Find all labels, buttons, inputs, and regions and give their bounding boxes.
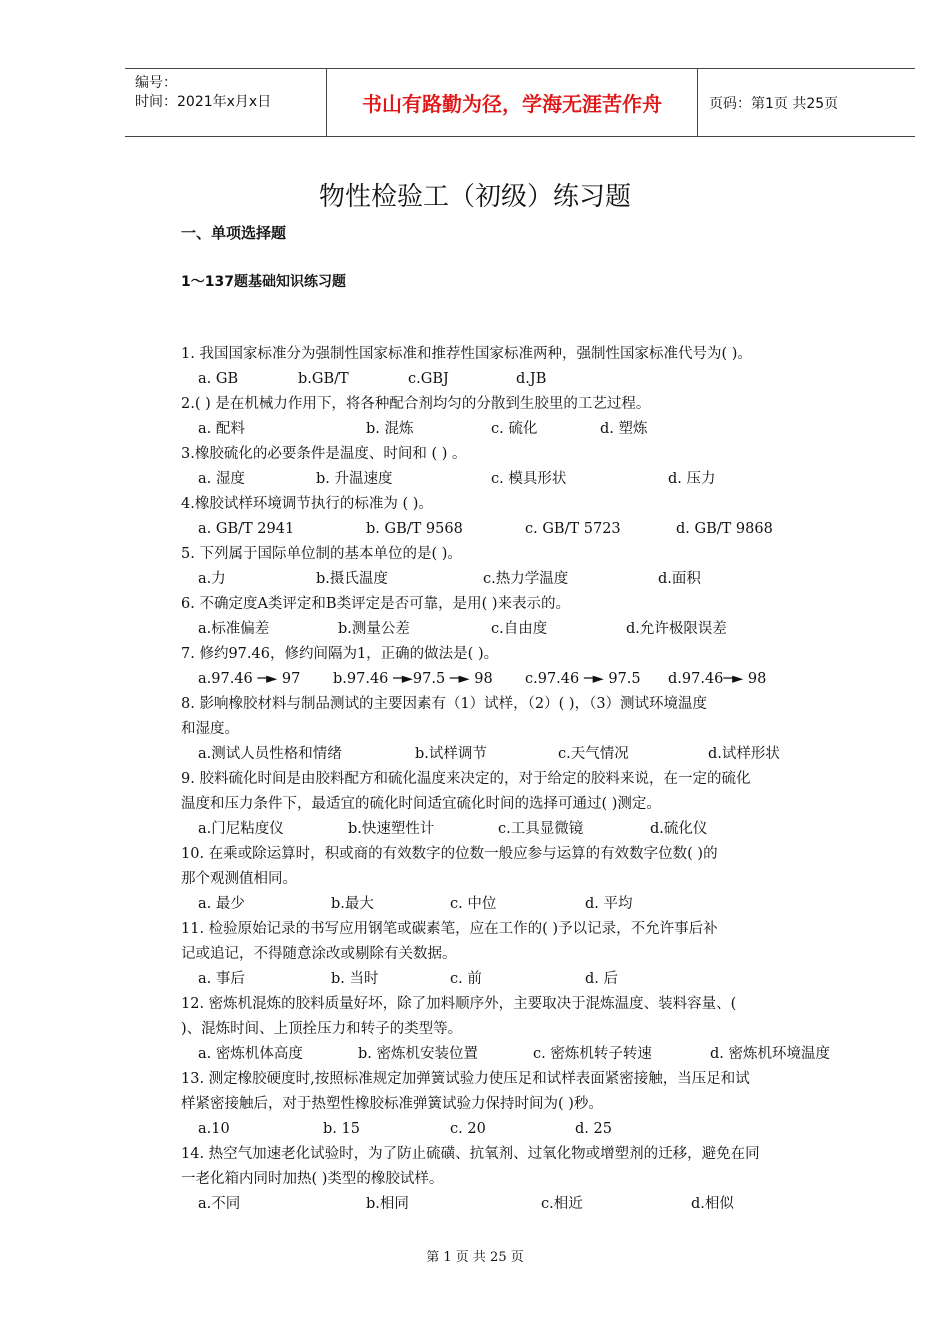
option-item: a.标准偏差	[198, 621, 270, 637]
question-text: 14. 热空气加速老化试验时，为了防止硫磺、抗氧剂、过氧化物或增塑剂的迁移，避免在同	[181, 1146, 760, 1162]
option-item: b. 当时	[331, 971, 379, 987]
question-text: 4.橡胶试样环境调节执行的标准为 ( )。	[181, 496, 433, 512]
option-item: a. GB/T 2941	[198, 521, 295, 537]
option-item: c.97.46 ─► 97.5	[525, 671, 641, 687]
option-item: b. 升温速度	[316, 471, 393, 487]
option-item: b.快速塑性计	[348, 821, 435, 837]
option-item: d.面积	[658, 571, 701, 587]
page-header	[125, 68, 915, 137]
option-item: b.测量公差	[338, 621, 410, 637]
option-item: a.测试人员性格和情绪	[198, 746, 342, 762]
option-item: a.门尼粘度仪	[198, 821, 284, 837]
question-text: 样紧密接触后，对于热塑性橡胶标准弹簧试验力保持时间为( )秒。	[181, 1096, 603, 1112]
question-text: 7. 修约97.46，修约间隔为1，正确的做法是( )。	[181, 646, 499, 662]
option-item: a.不同	[198, 1196, 241, 1212]
option-item: a. 密炼机体高度	[198, 1046, 303, 1062]
option-item: b.GB/T	[298, 371, 349, 387]
question-text: 9. 胶料硫化时间是由胶料配方和硫化温度来决定的，对于给定的胶料来说，在一定的硫化	[181, 771, 751, 787]
option-item: b.最大	[331, 896, 374, 912]
option-item: c. 模具形状	[491, 471, 567, 487]
question-text: 那个观测值相同。	[181, 871, 297, 887]
option-item: b.97.46 ─►97.5 ─► 98	[333, 671, 493, 687]
question-text: 8. 影响橡胶材料与制品测试的主要因素有（1）试样，（2）( )，（3）测试环境温度	[181, 696, 708, 712]
option-item: a.97.46 ─► 97	[198, 671, 301, 687]
section-heading: 一、单项选择题	[181, 224, 287, 242]
page-footer: 第 1 页 共 25 页	[426, 1250, 524, 1265]
option-item: c. 前	[450, 971, 482, 987]
question-text: 6. 不确定度A类评定和B类评定是否可靠，是用( )来表示的。	[181, 596, 570, 612]
option-item: c.天气情况	[558, 746, 629, 762]
question-text: 和湿度。	[181, 721, 239, 737]
question-text: 11. 检验原始记录的书写应用钢笔或碳素笔，应在工作的( )予以记录，不允许事后补	[181, 921, 718, 937]
question-text: 12. 密炼机混炼的胶料质量好坏，除了加料顺序外，主要取决于混炼温度、装料容量、(	[181, 996, 737, 1012]
option-item: c.GBJ	[408, 371, 449, 387]
question-text: 记或追记，不得随意涂改或剔除有关数据。	[181, 946, 457, 962]
option-item: c. GB/T 5723	[525, 521, 621, 537]
time-label: 时间：2021年x月x日	[135, 94, 272, 110]
option-item: b.试样调节	[415, 746, 487, 762]
question-text: )、混炼时间、上顶拴压力和转子的类型等。	[181, 1021, 463, 1037]
subsection-heading: 1～137题基础知识练习题	[181, 274, 346, 290]
option-item: b.摄氏温度	[316, 571, 388, 587]
option-item: d. 平均	[585, 896, 633, 912]
option-item: d.JB	[516, 371, 547, 387]
option-item: d. GB/T 9868	[676, 521, 773, 537]
option-item: b. GB/T 9568	[366, 521, 463, 537]
option-item: b. 混炼	[366, 421, 414, 437]
option-item: a. 配料	[198, 421, 245, 437]
option-item: b. 15	[323, 1121, 360, 1137]
option-item: c. 硫化	[491, 421, 538, 437]
question-text: 一老化箱内同时加热( )类型的橡胶试样。	[181, 1171, 444, 1187]
option-item: c. 密炼机转子转速	[533, 1046, 652, 1062]
header-motto: 书山有路勤为径，学海无涯苦作舟	[327, 69, 698, 136]
option-item: d. 后	[585, 971, 619, 987]
question-text: 10. 在乘或除运算时，积或商的有效数字的位数一般应参与运算的有效数字位数( )的	[181, 846, 718, 862]
option-item: d.试样形状	[708, 746, 780, 762]
question-text: 温度和压力条件下，最适宜的硫化时间适宜硫化时间的选择可通过( )测定。	[181, 796, 661, 812]
option-item: d.硫化仪	[650, 821, 708, 837]
code-label: 编号：	[135, 75, 177, 91]
option-item: d.97.46─► 98	[668, 671, 767, 687]
question-text: 2.( ) 是在机械力作用下，将各种配合剂均匀的分散到生胶里的工艺过程。	[181, 396, 651, 412]
option-item: a. GB	[198, 371, 239, 387]
question-text: 5. 下列属于国际单位制的基本单位的是( )。	[181, 546, 462, 562]
option-item: b.相同	[366, 1196, 409, 1212]
question-text: 13. 测定橡胶硬度时,按照标准规定加弹簧试验力使压足和试样表面紧密接触，当压足和试	[181, 1071, 750, 1087]
option-item: b. 密炼机安装位置	[358, 1046, 478, 1062]
option-item: d. 25	[575, 1121, 612, 1137]
question-text: 3.橡胶硫化的必要条件是温度、时间和 ( ) 。	[181, 446, 467, 462]
option-item: a.10	[198, 1121, 230, 1137]
header-meta	[125, 69, 327, 136]
option-item: d. 塑炼	[600, 421, 648, 437]
option-item: d. 压力	[668, 471, 716, 487]
question-text: 1. 我国国家标准分为强制性国家标准和推荐性国家标准两种，强制性国家标准代号为( )。	[181, 346, 752, 362]
option-item: c.工具显微镜	[498, 821, 584, 837]
header-page-info: 页码：第1页 共25页	[709, 95, 839, 112]
option-item: c.自由度	[491, 621, 548, 637]
option-item: c.相近	[541, 1196, 583, 1212]
option-item: c. 20	[450, 1121, 486, 1137]
option-item: a. 事后	[198, 971, 245, 987]
option-item: c.热力学温度	[483, 571, 569, 587]
option-item: d.允许极限误差	[626, 621, 727, 637]
document-title: 物性检验工（初级）练习题	[318, 182, 631, 212]
option-item: d.相似	[691, 1196, 734, 1212]
option-item: a.力	[198, 571, 226, 587]
option-item: d. 密炼机环境温度	[710, 1046, 830, 1062]
option-item: c. 中位	[450, 896, 497, 912]
option-item: a. 最少	[198, 896, 245, 912]
option-item: a. 湿度	[198, 471, 245, 487]
